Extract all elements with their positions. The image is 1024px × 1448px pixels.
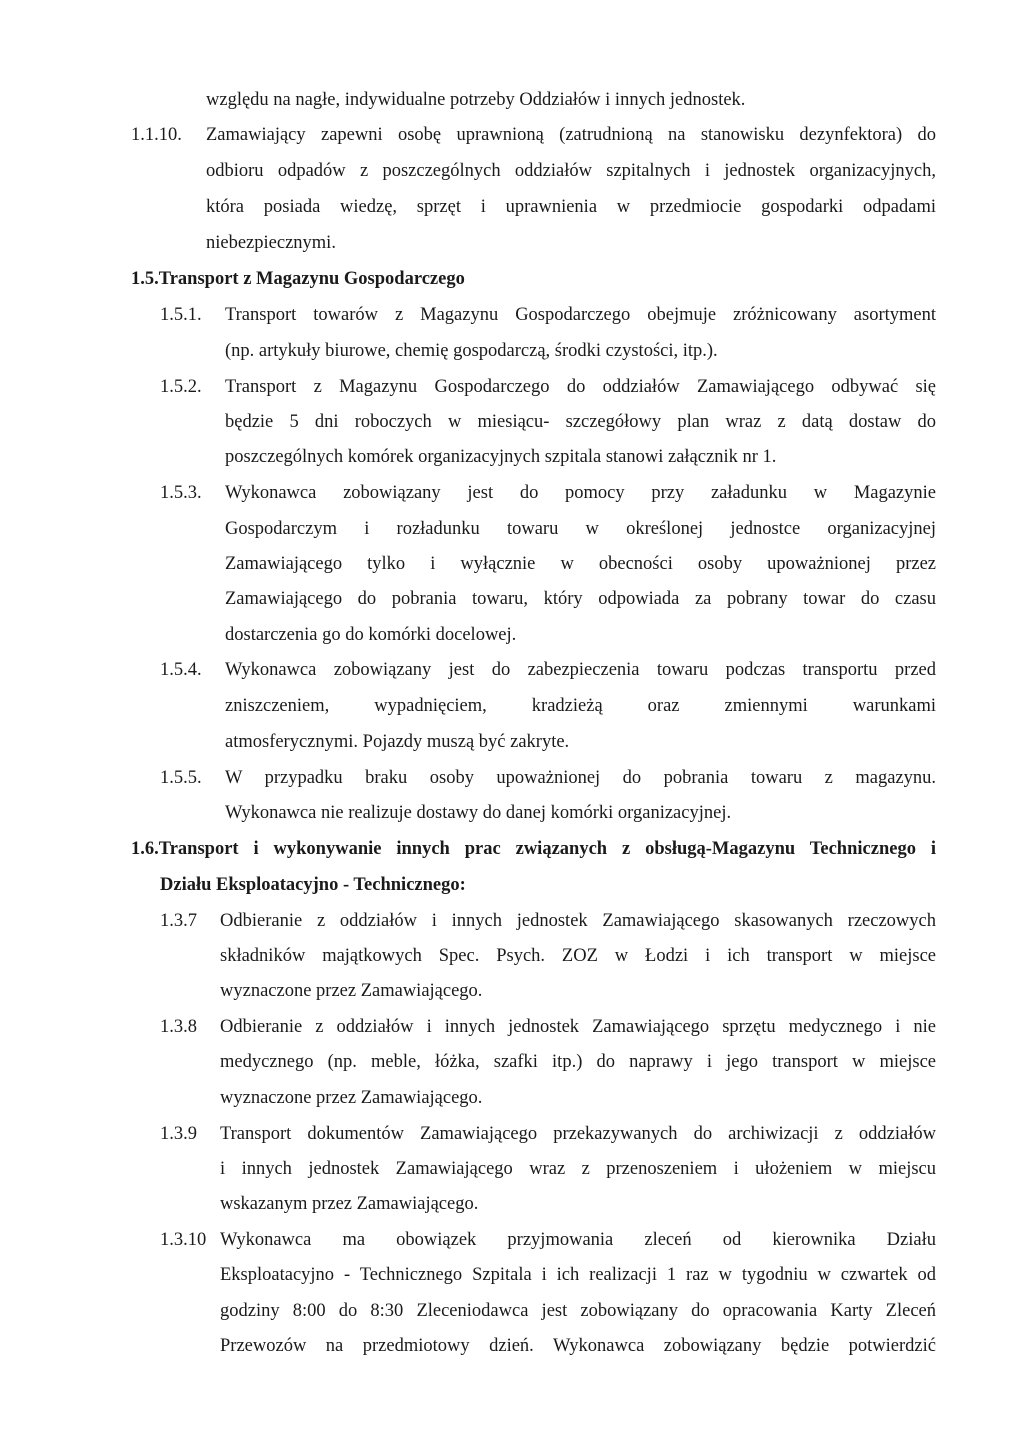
paragraph-line: wyznaczone przez Zamawiającego. xyxy=(220,1088,483,1108)
paragraph-line: dostarczenia go do komórki docelowej. xyxy=(225,625,517,645)
paragraph-line: Odbieranie z oddziałów i innych jednostek Zamawiającego sprzętu medycznego i nie xyxy=(220,1017,936,1037)
section-heading-1-5: 1.5.Transport z Magazynu Gospodarczego xyxy=(131,269,465,289)
paragraph-line: Wykonawca ma obowiązek przyjmowania zleceń od kierownika Działu xyxy=(220,1230,936,1250)
paragraph-line: Zamawiający zapewni osobę uprawnioną (zatrudnioną na stanowisku dezynfektora) do xyxy=(206,125,936,145)
paragraph-line: Wykonawca zobowiązany jest do pomocy przy załadunku w Magazynie xyxy=(225,483,936,503)
paragraph-line: wyznaczone przez Zamawiającego. xyxy=(220,981,483,1001)
item-number-1-3-9: 1.3.9 xyxy=(160,1124,197,1144)
paragraph-line: Zamawiającego do pobrania towaru, który odpowiada za pobrany towar do czasu xyxy=(225,589,936,609)
item-number-1-5-3: 1.5.3. xyxy=(160,483,202,503)
paragraph-line: Eksploatacyjno - Technicznego Szpitala i ich realizacji 1 raz w tygodniu w czwartek od xyxy=(220,1265,936,1285)
paragraph-line: poszczególnych komórek organizacyjnych szpitala stanowi załącznik nr 1. xyxy=(225,447,777,467)
item-number-1-5-5: 1.5.5. xyxy=(160,768,202,788)
item-number-1-1-10: 1.1.10. xyxy=(131,125,182,145)
paragraph-line: Zamawiającego tylko i wyłącznie w obecności osoby upoważnionej przez xyxy=(225,554,936,574)
paragraph-line: odbioru odpadów z poszczególnych oddziałów szpitalnych i jednostek organizacyjnych, xyxy=(206,161,936,181)
paragraph-line: składników majątkowych Spec. Psych. ZOZ w Łodzi i ich transport w miejsce xyxy=(220,946,936,966)
paragraph-line: wskazanym przez Zamawiającego. xyxy=(220,1194,479,1214)
paragraph-line: W przypadku braku osoby upoważnionej do pobrania towaru z magazynu. xyxy=(225,768,936,788)
section-heading-1-6-cont: Działu Eksploatacyjno - Technicznego: xyxy=(160,875,466,895)
item-number-1-3-10: 1.3.10 xyxy=(160,1230,207,1250)
paragraph-line: Gospodarczym i rozładunku towaru w określonej jednostce organizacyjnej xyxy=(225,519,936,539)
paragraph-line: Odbieranie z oddziałów i innych jednostek Zamawiającego skasowanych rzeczowych xyxy=(220,911,936,931)
paragraph-line: godziny 8:00 do 8:30 Zleceniodawca jest zobowiązany do opracowania Karty Zleceń xyxy=(220,1301,936,1321)
paragraph-line: zniszczeniem, wypadnięciem, kradzieżą oraz zmiennymi warunkami xyxy=(225,696,936,716)
paragraph-line: Transport dokumentów Zamawiającego przekazywanych do archiwizacji z oddziałów xyxy=(220,1124,936,1144)
section-heading-1-6: 1.6.Transport i wykonywanie innych prac związanych z obsługą-Magazynu Technicznego i xyxy=(131,839,936,859)
paragraph-line: medycznego (np. meble, łóżka, szafki itp.) do naprawy i jego transport w miejsce xyxy=(220,1052,936,1072)
item-number-1-3-8: 1.3.8 xyxy=(160,1017,197,1037)
paragraph-line: (np. artykuły biurowe, chemię gospodarczą, środki czystości, itp.). xyxy=(225,341,718,361)
paragraph-line: Transport towarów z Magazynu Gospodarczego obejmuje zróżnicowany asortyment xyxy=(225,305,936,325)
paragraph-line: atmosferycznymi. Pojazdy muszą być zakryte. xyxy=(225,732,570,752)
item-number-1-3-7: 1.3.7 xyxy=(160,911,197,931)
item-number-1-5-4: 1.5.4. xyxy=(160,660,202,680)
paragraph-line: niebezpiecznymi. xyxy=(206,233,336,253)
paragraph-line: Transport z Magazynu Gospodarczego do oddziałów Zamawiającego odbywać się xyxy=(225,377,936,397)
item-number-1-5-2: 1.5.2. xyxy=(160,377,202,397)
paragraph-line: Wykonawca nie realizuje dostawy do danej komórki organizacyjnej. xyxy=(225,803,732,823)
paragraph-line: i innych jednostek Zamawiającego wraz z przenoszeniem i ułożeniem w miejscu xyxy=(220,1159,936,1179)
paragraph-line: będzie 5 dni roboczych w miesiącu- szczegółowy plan wraz z datą dostaw do xyxy=(225,412,936,432)
paragraph-line: Wykonawca zobowiązany jest do zabezpieczenia towaru podczas transportu przed xyxy=(225,660,936,680)
paragraph-line: Przewozów na przedmiotowy dzień. Wykonawca zobowiązany będzie potwierdzić xyxy=(220,1336,936,1356)
intro-line: względu na nagłe, indywidualne potrzeby Oddziałów i innych jednostek. xyxy=(206,90,746,110)
paragraph-line: która posiada wiedzę, sprzęt i uprawnienia w przedmiocie gospodarki odpadami xyxy=(206,197,936,217)
item-number-1-5-1: 1.5.1. xyxy=(160,305,202,325)
